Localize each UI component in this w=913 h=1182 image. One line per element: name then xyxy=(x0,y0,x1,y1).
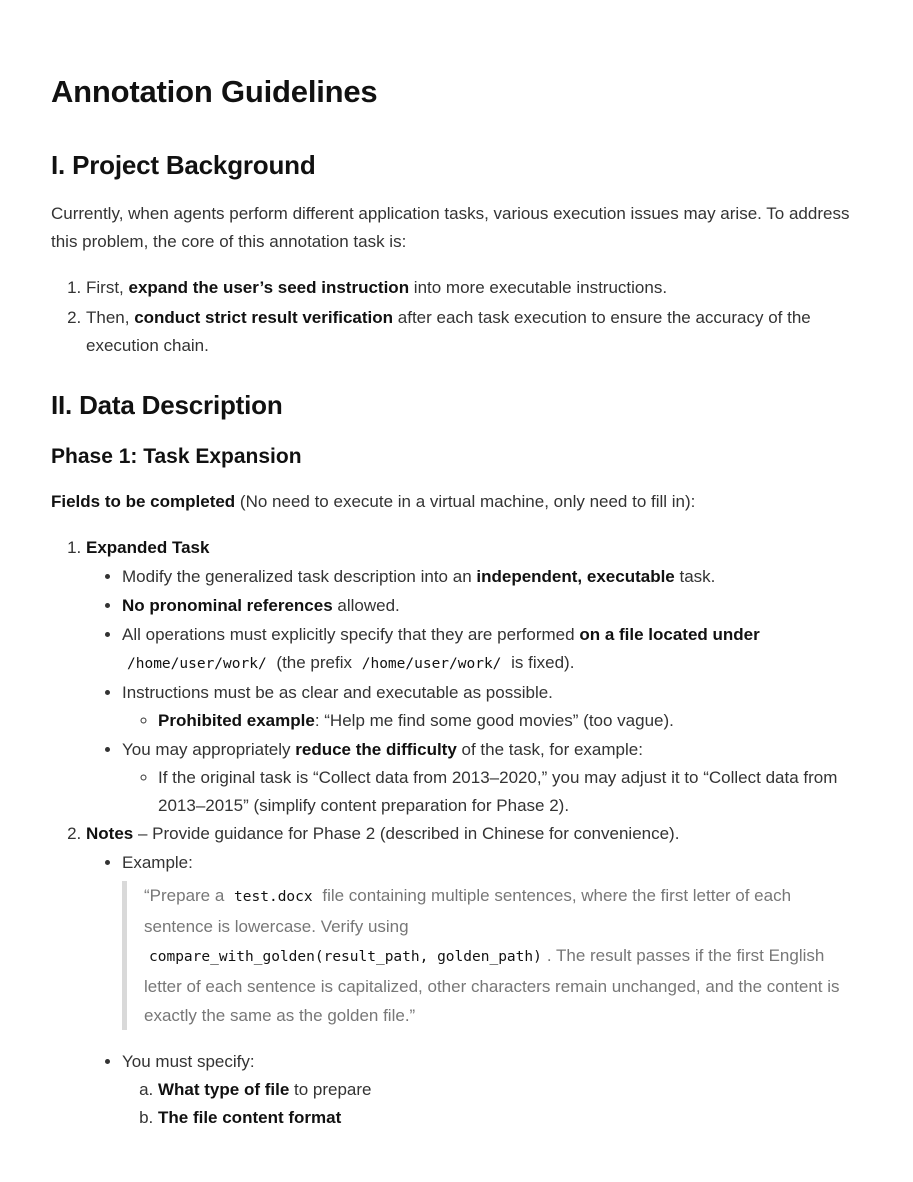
list-item: • Modify the generalized task description into an independent, executable task. xyxy=(122,563,863,591)
list-item xyxy=(86,534,863,820)
path-code: /home/user/work/ xyxy=(127,656,267,672)
list-item: 2. Notes – Provide guidance for Phase 2 (described in Chinese for convenience). • Example: “Prepare a test.docx file containing multiple sentences, where the first letter of each sentence is lowercase. Verify using compare_with_golden(result_path, golden_path) . The result passes if the first English letter of each sentence is capitalized, other characters remain unchanged, and the content is exactly the same as the golden file.” • You must specify: a. What type of file to prepare b. The file content format xyxy=(86,820,863,1132)
list-item: b. The file content format xyxy=(158,1104,863,1132)
notes-title: Notes xyxy=(86,824,134,843)
example-quote: “Prepare a test.docx file containing multiple sentences, where the first letter of each sentence is lowercase. Verify using compare_with_golden(result_path, golden_path) . The result passes if the first English letter of each sentence is capitalized, other characters remain unchanged, and the content is exactly the same as the golden file.” xyxy=(122,881,863,1030)
file-code: test.docx xyxy=(234,889,313,905)
fields-intro: Fields to be completed (No need to execute in a virtual machine, only need to fill in): xyxy=(51,492,696,511)
phase1-heading: Phase 1: Task Expansion xyxy=(51,445,302,468)
list-item: 2. Then, conduct strict result verification after each task execution to ensure the accuracy of the execution chain. xyxy=(86,304,863,360)
expanded-task-title: Expanded Task xyxy=(86,538,210,557)
function-code: compare_with_golden(result_path, golden_path) xyxy=(149,949,542,965)
list-item: • Example: “Prepare a test.docx file containing multiple sentences, where the first letter of each sentence is lowercase. Verify using compare_with_golden(result_path, golden_path) . The result passes if the first English letter of each sentence is capitalized, other characters remain unchanged, and the content is exactly the same as the golden file.” xyxy=(122,849,863,1030)
page-title: Annotation Guidelines xyxy=(51,74,378,109)
list-item: • You must specify: a. What type of file to prepare b. The file content format xyxy=(122,1048,863,1132)
list-item: a. What type of file to prepare xyxy=(158,1076,863,1104)
background-steps xyxy=(51,274,863,360)
field-list xyxy=(51,534,863,1132)
list-item: ◦ Prohibited example: “Help me find some good movies” (too vague). xyxy=(158,707,863,735)
path-code: /home/user/work/ xyxy=(361,656,502,672)
section-heading-data-description: II. Data Description xyxy=(51,390,283,420)
section-heading-background: I. Project Background xyxy=(51,150,316,180)
list-item: • No pronominal references allowed. xyxy=(122,592,863,620)
background-intro: Currently, when agents perform different application tasks, various execution issues may arise. To address this problem, the core of this annotation task is: xyxy=(51,204,850,251)
list-item: • Instructions must be as clear and executable as possible. ◦ Prohibited example: “Help me find some good movies” (too vague). xyxy=(122,679,863,735)
list-item: • You may appropriately reduce the difficulty of the task, for example: ◦ If the original task is “Collect data from 2013–2020,” you may adjust it to “Collect data from 2013–2015” (simplify content preparation for Phase 2). xyxy=(122,736,863,820)
list-item: ◦ If the original task is “Collect data from 2013–2020,” you may adjust it to “Collect data from 2013–2015” (simplify content preparation for Phase 2). xyxy=(158,764,863,820)
list-item: • All operations must explicitly specify that they are performed on a file located under /home/user/work/ (the prefix /home/user/work/ is fixed). xyxy=(122,621,863,678)
list-item: 1. First, expand the user’s seed instruction into more executable instructions. xyxy=(86,274,863,302)
